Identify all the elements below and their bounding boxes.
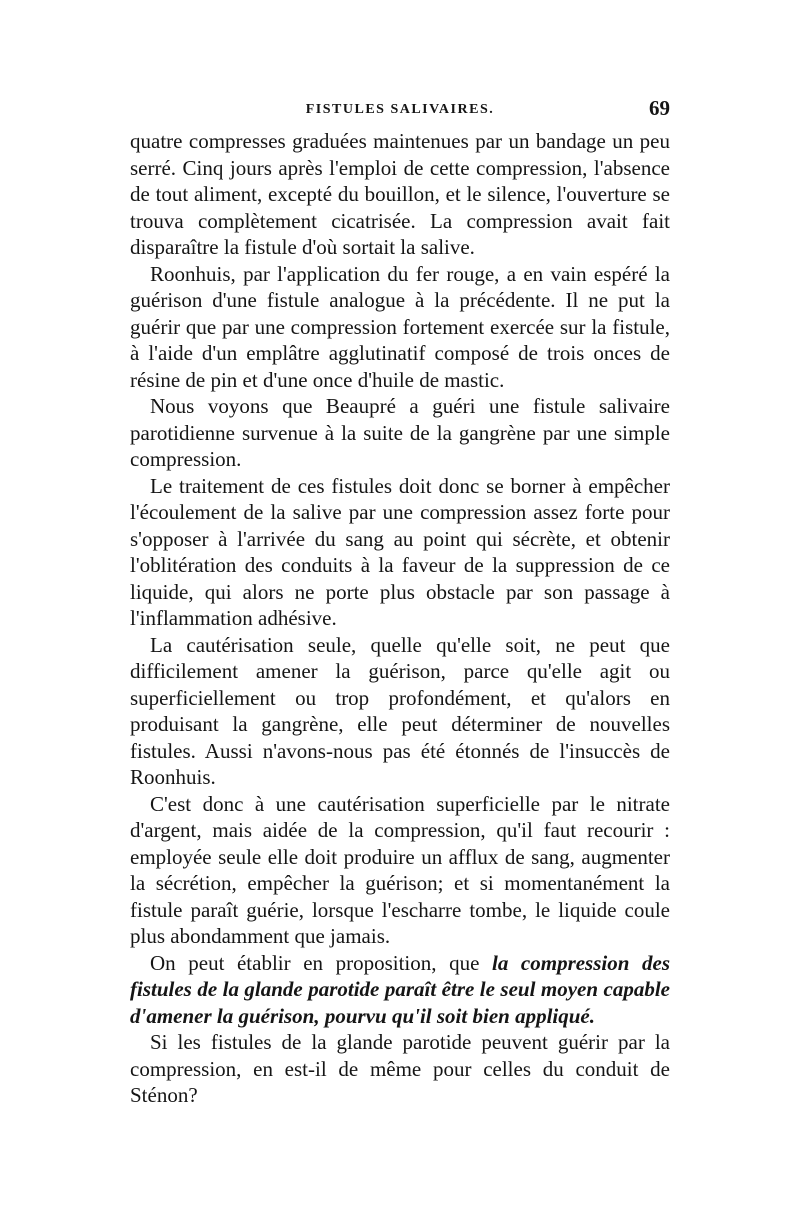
running-title: FISTULES SALIVAIRES. — [305, 102, 495, 117]
paragraph-cauterisation: La cautérisation seule, quelle qu'elle soit, ne peut que difficilement amener la guérison, parce qu'elle agit ou superficiellement ou trop profondément, et qu'alors en produisant la gangrène, elle peut déterminer de nouvelles fistules. Aussi n'avons-nous pas été étonnés de l'insuccès de Roonhuis. — [130, 632, 670, 789]
page-number: 69 — [649, 96, 670, 120]
paragraph-beaupre: Nous voyons que Beaupré a guéri une fistule salivaire parotidienne survenue à la suite de la gangrène par une simple compression. — [130, 394, 670, 471]
paragraph-proposition — [130, 950, 670, 1030]
running-header — [130, 96, 670, 126]
paragraph-traitement: Le traitement de ces fistules doit donc se borner à empêcher l'écoulement de la salive par une compression assez forte pour s'opposer à l'arrivée du sang au point qui sécrète, et obtenir l'oblitération des conduits à la faveur de la suppression de ce liquide, qui alors ne porte plus obstacle par son passage à l'inflammation adhésive. — [130, 473, 670, 630]
proposition-emphasis: la compression des fistules de la glande parotide paraît être le seul moyen capable d'amener la guérison, pourvu qu'il soit bien appliqué. — [130, 950, 670, 1028]
proposition-lead-text: On peut établir en proposition, que — [150, 950, 492, 975]
paragraph-roonhuis: Roonhuis, par l'application du fer rouge, a en vain espéré la guérison d'une fistule analogue à la précédente. Il ne put la guérir que par une compression fortement exercée sur la fistule, à l'aide d'un emplâtre agglutinatif composé de trois onces de résine de pin et d'une once d'huile de mastic. — [130, 261, 670, 392]
paragraph-continuation: quatre compresses graduées maintenues par un bandage un peu serré. Cinq jours après l'emploi de cette compression, l'absence de tout aliment, excepté du bouillon, et le silence, l'ouverture se trouva complètement cicatrisée. La compression avait fait disparaître la fistule d'où sortait la salive. — [130, 129, 670, 259]
paragraph-nitrate: C'est donc à une cautérisation superficielle par le nitrate d'argent, mais aidée de la compression, qu'il faut recourir : employée seule elle doit produire un afflux de sang, augmenter la sécrétion, empêcher la guérison; et si momentanément la fistule paraît guérie, lorsque l'escharre tombe, le liquide coule plus abondamment que jamais. — [130, 791, 670, 948]
body-text — [130, 128, 670, 1109]
paragraph-stenon: Si les fistules de la glande parotide peuvent guérir par la compression, en est-il de même pour celles du conduit de Sténon? — [130, 1030, 670, 1107]
